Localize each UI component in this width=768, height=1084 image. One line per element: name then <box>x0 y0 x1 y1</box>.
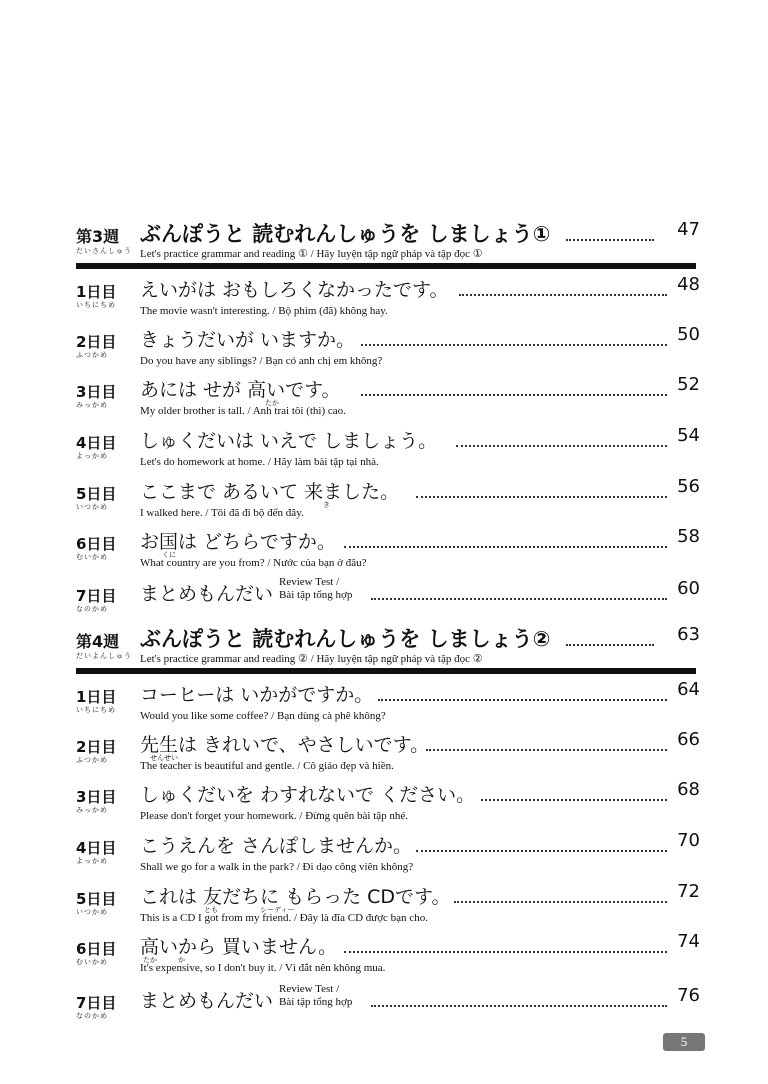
lesson-subtitle: The teacher is beautiful and gentle. / Cô giáo đẹp và hiền. <box>140 760 394 772</box>
page-number[interactable]: 47 <box>677 219 700 240</box>
page-number[interactable]: 72 <box>677 881 700 902</box>
lesson-subtitle: What country are you from? / Nước của bạn ở đâu? <box>140 557 367 569</box>
toc-row[interactable] <box>76 526 700 575</box>
leader-dots <box>361 332 667 346</box>
toc-row[interactable] <box>76 476 700 525</box>
lesson-title[interactable]: きょうだいが いますか。 <box>140 329 356 351</box>
title-ruby: とも シーディー <box>204 906 295 914</box>
page-number[interactable]: 48 <box>677 274 700 295</box>
week-subtitle: Let's practice grammar and reading ② / Hãy luyện tập ngữ pháp và tập đọc ② <box>140 653 483 665</box>
lesson-title[interactable]: まとめもんだい <box>140 583 274 605</box>
day-ruby: みっかめ <box>76 401 108 409</box>
day-label: 4日目 <box>76 839 117 857</box>
lesson-subtitle: Let's do homework at home. / Hãy làm bài tập tại nhà. <box>140 456 379 468</box>
day-label: 2日目 <box>76 333 117 351</box>
page-number[interactable]: 70 <box>677 830 700 851</box>
week-label: 第4週 <box>76 632 120 651</box>
toc-row[interactable] <box>76 679 700 728</box>
day-ruby: ふつかめ <box>76 756 108 764</box>
leader-dots <box>426 737 667 751</box>
day-ruby: よっかめ <box>76 452 108 460</box>
lesson-subtitle: Shall we go for a walk in the park? / Đi dạo công viên không? <box>140 861 414 873</box>
day-label: 3日目 <box>76 383 117 401</box>
page-number[interactable]: 56 <box>677 476 700 497</box>
lesson-subtitle: This is a CD I got from my friend. / Đây là đĩa CD được bạn cho. <box>140 912 428 924</box>
day-ruby: むいかめ <box>76 553 108 561</box>
page-number[interactable]: 58 <box>677 526 700 547</box>
lesson-subtitle: The movie wasn't interesting. / Bộ phim (đã) không hay. <box>140 305 388 317</box>
leader-dots <box>371 993 667 1007</box>
lesson-title[interactable]: お国は どちらですか。 くに <box>140 531 336 559</box>
day-label: 6日目 <box>76 535 117 553</box>
lesson-title[interactable]: あには せが 高いです。 たか <box>140 379 341 407</box>
lesson-title[interactable]: まとめもんだい <box>140 990 274 1012</box>
day-ruby: みっかめ <box>76 806 108 814</box>
day-ruby: むいかめ <box>76 958 108 966</box>
lesson-title[interactable]: こうえんを さんぽしませんか。 <box>140 835 413 857</box>
lesson-subtitle: I walked here. / Tôi đã đi bộ đến đây. <box>140 507 304 519</box>
toc-row[interactable] <box>76 931 700 980</box>
lesson-title[interactable]: しゅくだいを わすれないで ください。 <box>140 784 476 806</box>
leader-dots <box>361 382 667 396</box>
lesson-title[interactable]: えいがは おもしろくなかったです。 <box>140 279 449 301</box>
lesson-title[interactable]: これは 友だちに もらった CDです。 とも シーディー <box>140 886 451 914</box>
page-number[interactable]: 68 <box>677 779 700 800</box>
divider <box>76 668 696 674</box>
toc-row[interactable] <box>76 274 700 323</box>
toc-row[interactable] <box>76 729 700 778</box>
day-ruby: なのかめ <box>76 1012 108 1020</box>
week-title[interactable]: ぶんぽうと 読むれんしゅうを しましょう② <box>140 627 551 651</box>
review-label: Review Test / Bài tập tổng hợp <box>279 576 353 601</box>
toc-row[interactable] <box>76 881 700 930</box>
day-ruby: いつかめ <box>76 503 108 511</box>
lesson-subtitle: It's expensive, so I don't buy it. / Vì đắt nên không mua. <box>140 962 386 974</box>
leader-dots <box>378 687 667 701</box>
lesson-title[interactable]: しゅくだいは いえで しましょう。 <box>140 430 438 452</box>
toc-row[interactable] <box>76 374 700 423</box>
day-ruby: いつかめ <box>76 908 108 916</box>
toc-row[interactable] <box>76 576 700 627</box>
lesson-subtitle: Would you like some coffee? / Bạn dùng cà phê không? <box>140 710 386 722</box>
lesson-subtitle: Please don't forget your homework. / Đừng quên bài tập nhé. <box>140 810 409 822</box>
title-ruby: たか か <box>143 956 185 964</box>
day-label: 5日目 <box>76 890 117 908</box>
day-label: 7日目 <box>76 587 117 605</box>
lesson-title[interactable]: コーヒーは いかがですか。 <box>140 684 374 706</box>
title-ruby: たか <box>265 399 279 407</box>
day-label: 4日目 <box>76 434 117 452</box>
week-label: 第3週 <box>76 227 120 246</box>
day-ruby: ふつかめ <box>76 351 108 359</box>
page-number[interactable]: 66 <box>677 729 700 750</box>
page-number-badge: 5 <box>663 1033 705 1051</box>
toc-row[interactable] <box>76 830 700 879</box>
leader-dots <box>344 939 667 953</box>
day-label: 3日目 <box>76 788 117 806</box>
leader-dots <box>459 282 667 296</box>
title-ruby: き <box>323 501 330 509</box>
leader-dots <box>566 632 654 646</box>
toc-row[interactable] <box>76 425 700 474</box>
week-ruby: だいさんしゅう <box>76 247 132 255</box>
page-number[interactable]: 60 <box>677 578 700 599</box>
week-subtitle: Let's practice grammar and reading ① / Hãy luyện tập ngữ pháp và tập đọc ① <box>140 248 483 260</box>
week-ruby: だいよんしゅう <box>76 652 132 660</box>
day-label: 1日目 <box>76 283 117 301</box>
leader-dots <box>416 484 667 498</box>
day-ruby: よっかめ <box>76 857 108 865</box>
day-label: 5日目 <box>76 485 117 503</box>
day-label: 7日目 <box>76 994 117 1012</box>
page-number[interactable]: 74 <box>677 931 700 952</box>
leader-dots <box>416 838 667 852</box>
lesson-subtitle: Do you have any siblings? / Bạn có anh chị em không? <box>140 355 383 367</box>
title-ruby: せんせい <box>150 754 178 762</box>
week-title[interactable]: ぶんぽうと 読むれんしゅうを しましょう① <box>140 222 551 246</box>
leader-dots <box>371 586 667 600</box>
day-label: 1日目 <box>76 688 117 706</box>
page-number[interactable]: 50 <box>677 324 700 345</box>
review-label: Review Test / Bài tập tổng hợp <box>279 983 353 1008</box>
lesson-title[interactable]: 先生は きれいで、やさしいです。 せんせい <box>140 734 430 762</box>
page-number[interactable]: 64 <box>677 679 700 700</box>
page-number[interactable]: 63 <box>677 624 700 645</box>
title-ruby: くに <box>162 551 176 559</box>
leader-dots <box>566 227 654 241</box>
lesson-title[interactable]: ここまで あるいて 来ました。 き <box>140 481 400 509</box>
page-number[interactable]: 76 <box>677 985 700 1006</box>
leader-dots <box>481 787 667 801</box>
page-number[interactable]: 52 <box>677 374 700 395</box>
toc-row[interactable] <box>76 779 700 828</box>
lesson-subtitle: My older brother is tall. / Anh trai tôi (thì) cao. <box>140 405 346 417</box>
day-ruby: なのかめ <box>76 605 108 613</box>
leader-dots <box>344 534 667 548</box>
day-label: 2日目 <box>76 738 117 756</box>
lesson-title[interactable]: 高いから 買いません。 たか か <box>140 936 338 964</box>
divider <box>76 263 696 269</box>
day-ruby: いちにちめ <box>76 301 116 309</box>
toc-row[interactable] <box>76 324 700 373</box>
leader-dots <box>454 889 667 903</box>
page-number[interactable]: 54 <box>677 425 700 446</box>
leader-dots <box>456 433 667 447</box>
day-label: 6日目 <box>76 940 117 958</box>
day-ruby: いちにちめ <box>76 706 116 714</box>
toc-row[interactable] <box>76 983 700 1034</box>
